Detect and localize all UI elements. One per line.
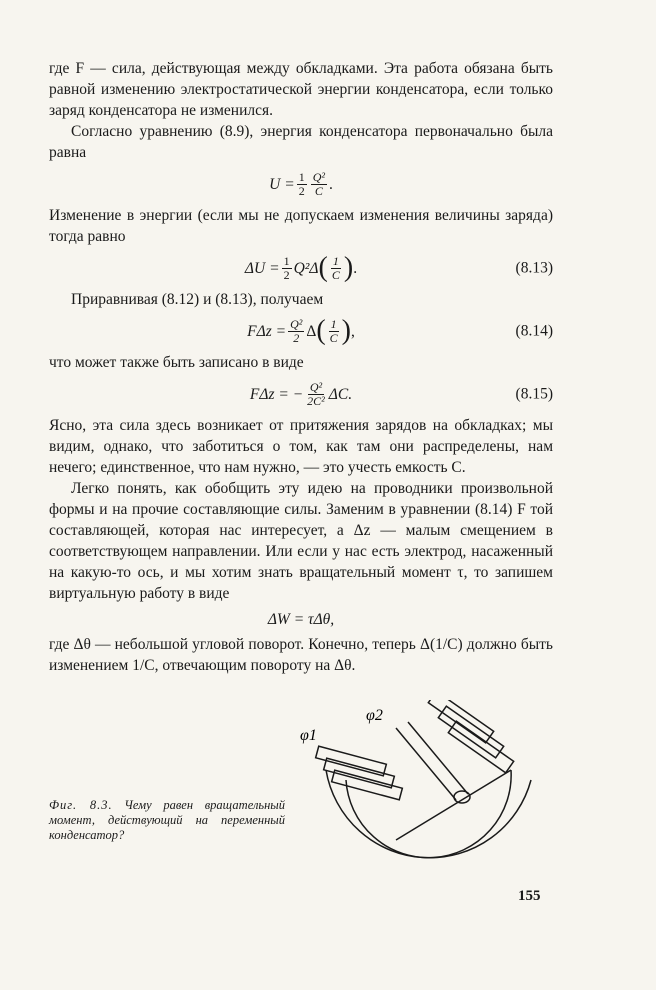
inner-plate-arc [346, 770, 511, 858]
eq3-coef: $\frac{\text{Q²}}{2}$ [290, 316, 303, 345]
paragraph-6: Ясно, эта сила здесь возникает от притяжения зарядов на обкладках; мы видим, однако, что заботиться о том, как там они распределены, нам нечего; единственное, что нам нужно, — это учесть емкость C. [49, 417, 553, 476]
paragraph-1: где F — сила, действующая между обкладками. Эта работа обязана быть равной изменению электростатической энергии конденсатора, если только заряд конденсатора не изменился. [49, 60, 553, 119]
eq2-frac: $\frac{1}{C}$ [331, 253, 340, 282]
caption-lead: Фиг. 8.3. [49, 798, 113, 812]
paragraph-8: где Δθ — небольшой угловой поворот. Конечно, теперь Δ(1/C) должно быть изменением 1/C, отвечающим повороту на Δθ. [49, 636, 553, 674]
equation-8-15 [49, 373, 553, 415]
eq3-mid: Δ [306, 322, 317, 340]
eq1-frac: $\frac{\text{Q²}}{C}$ [312, 169, 325, 198]
eq3-tail: , [350, 322, 355, 340]
eq1-tail: . [328, 175, 333, 193]
plate-edge [396, 770, 511, 840]
equation-energy [49, 163, 553, 205]
eq1-lhs: U = [269, 175, 295, 193]
axle-rod [396, 722, 470, 803]
label-phi2: φ2 [366, 707, 383, 724]
eq5-text: ΔW = τΔθ, [267, 610, 335, 628]
equation-8-14: FΔz = $\frac{\text{Q²}}{2}$ Δ ( $\frac{1}{C}$ ) , (8.14) [247, 315, 553, 346]
eq4-number: (8.15) [515, 385, 553, 403]
eq2-number: (8.13) [515, 259, 553, 277]
eq3-lhs: FΔz = [247, 322, 287, 340]
figure-caption [49, 798, 285, 843]
eq4-mid: ΔC. [328, 385, 353, 403]
eq4-lhs: FΔz = − [249, 385, 304, 403]
paragraph-4: Приравнивая (8.12) и (8.13), получаем [71, 291, 324, 308]
stator-plates [316, 746, 403, 800]
eq1-coef: $\frac{1}{2}$ [298, 169, 305, 198]
paragraph-3: Изменение в энергии (если мы не допускаем изменения величины заряда) тогда равно [49, 207, 553, 245]
caption-text: Чему равен вращательный момент, действующий на переменный конденсатор? [49, 798, 285, 842]
paragraph-5: что может также быть записано в виде [49, 354, 304, 371]
eq3-number: (8.14) [515, 322, 553, 340]
paragraph-7: Легко понять, как обобщить эту идею на проводники произвольной формы и на прочие составляющие силы. Заменим в уравнении (8.14) F той составляющей, которая нас интересует, а Δz — малым смещением в соответствующем направлении. Или если у нас есть электрод, насаженный на какую-то ось, и мы хотим знать вращательный момент τ, то запишем виртуальную работу в виде [49, 480, 553, 602]
eq3-frac: $\frac{1}{C}$ [329, 316, 338, 345]
eq4-frac: $\frac{\text{Q²}}{\text{2C²}}$ [307, 379, 325, 408]
eq2-coef: $\frac{1}{2}$ [283, 253, 290, 282]
equation-virtual-work [49, 604, 553, 634]
capacitor-figure [296, 700, 546, 880]
eq2-tail: . [353, 259, 358, 277]
paragraph-2: Согласно уравнению (8.9), энергия конденсатора первоначально была равна [49, 123, 553, 161]
equation-8-13: ΔU = $\frac{1}{2}$ Q²Δ ( $\frac{1}{C}$ ) . (8.13) [244, 252, 553, 283]
label-phi1: φ1 [300, 727, 317, 744]
body-text [49, 58, 553, 676]
page-number: 155 [518, 888, 541, 904]
outer-plate-arc [326, 770, 531, 858]
eq2-lhs: ΔU = [244, 259, 280, 277]
eq2-mid: Q²Δ [293, 259, 319, 277]
